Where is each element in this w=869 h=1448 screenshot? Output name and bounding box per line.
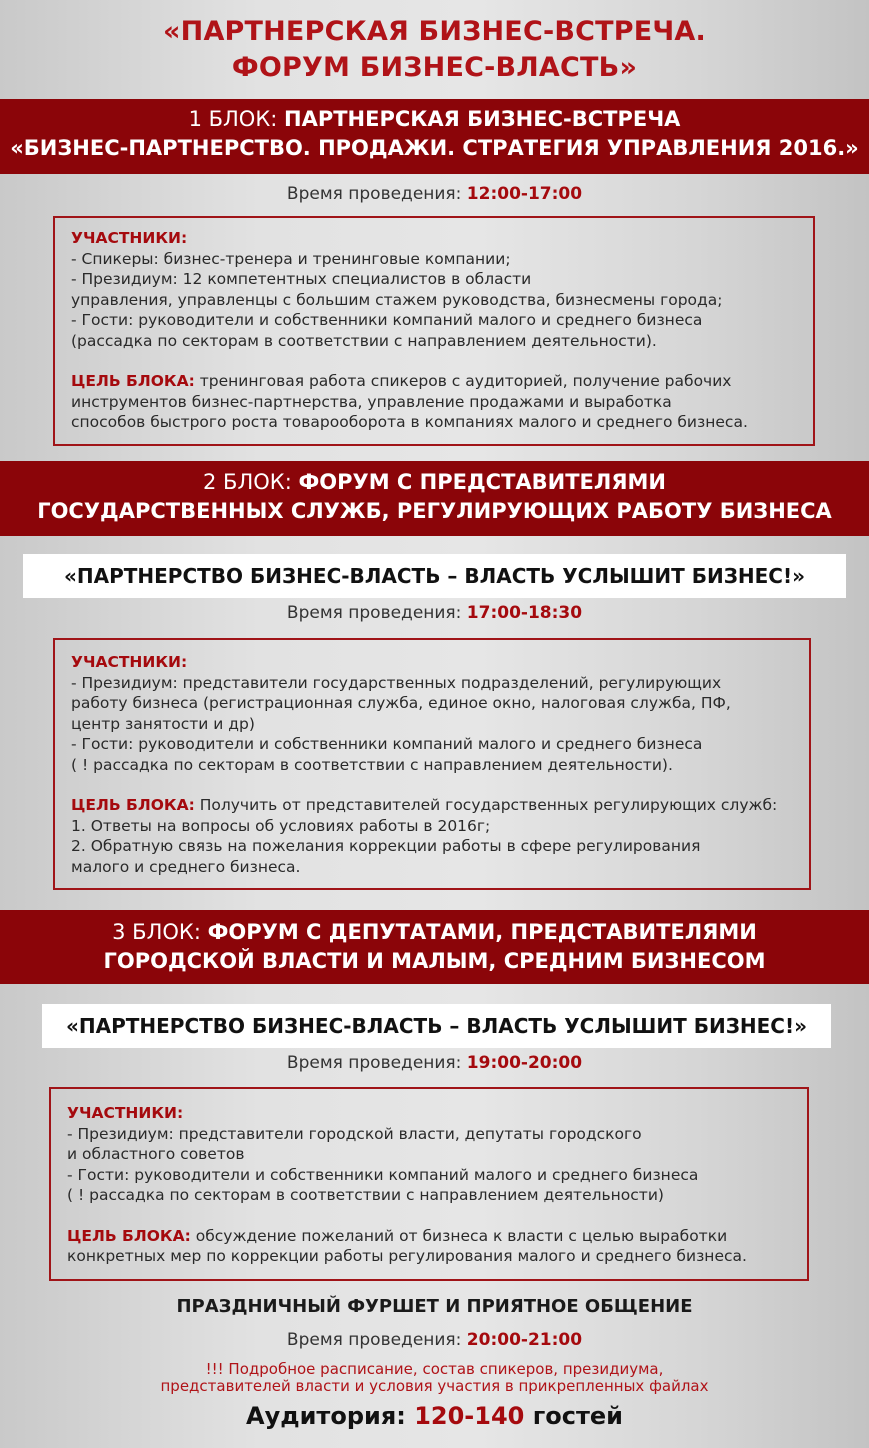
block3-prefix: 3 БЛОК:	[112, 920, 201, 944]
block2-goal-rest: 1. Ответы на вопросы об условиях работы в 2016г; 2. Обратную связь на пожелания коррекции работы в сфере регулирования малого и среднего бизнеса.	[71, 816, 701, 876]
audience-label: Аудитория:	[246, 1402, 406, 1430]
block1-goal-rest: инструментов бизнес-партнерства, управление продажами и выработка способов быстрого роста товарооборота в компаниях малого и среднего бизнеса.	[71, 392, 748, 431]
block1-details	[53, 216, 815, 446]
attachment-note-line2: представителей власти и условия участия в прикрепленных файлах	[160, 1377, 709, 1395]
block1-title-line1: ПАРТНЕРСКАЯ БИЗНЕС-ВСТРЕЧА	[284, 107, 681, 131]
block2-title-line2: ГОСУДАРСТВЕННЫХ СЛУЖБ, РЕГУЛИРУЮЩИХ РАБОТУ БИЗНЕСА	[37, 499, 832, 523]
time-prefix: Время проведения:	[286, 603, 462, 623]
block3-slogan-banner: «ПАРТНЕРСТВО БИЗНЕС-ВЛАСТЬ – ВЛАСТЬ УСЛЫШИТ БИЗНЕС!»	[42, 1004, 831, 1048]
block3-header	[0, 910, 869, 984]
block3-time	[0, 1053, 869, 1073]
block1-header	[0, 99, 869, 174]
block2-time	[0, 603, 869, 623]
block1-participants: - Спикеры: бизнес-тренера и тренинговые компании; - Президиум: 12 компетентных специалистов в области управления, управленцы с большим стажем руководства, бизнесмены города; - Гости: руководители и собственники компаний малого и среднего бизнеса (рассадка по секторам в соответствии с направлением деятельности).	[71, 249, 723, 350]
block2-title-line1: ФОРУМ С ПРЕДСТАВИТЕЛЯМИ	[298, 470, 666, 494]
time-prefix: Время проведения:	[286, 184, 462, 204]
attachment-note	[0, 1361, 869, 1395]
block1-goal-first: тренинговая работа спикеров с аудиторией, получение рабочих	[194, 372, 732, 390]
audience-unit: гостей	[532, 1402, 623, 1430]
block2-participants-label: УЧАСТНИКИ:	[71, 653, 188, 671]
block3-participants-label: УЧАСТНИКИ:	[67, 1104, 184, 1122]
block2-slogan-banner: «ПАРТНЕРСТВО БИЗНЕС-ВЛАСТЬ – ВЛАСТЬ УСЛЫШИТ БИЗНЕС!»	[23, 554, 846, 598]
block1-prefix: 1 БЛОК:	[188, 107, 278, 131]
block3-time-value: 19:00-20:00	[466, 1053, 583, 1073]
block1-goal-label: ЦЕЛЬ БЛОКА:	[71, 372, 195, 390]
audience-count: 120-140	[414, 1402, 525, 1430]
page-title-line2: ФОРУМ БИЗНЕС-ВЛАСТЬ»	[231, 52, 638, 83]
audience-line	[0, 1402, 869, 1430]
block3-participants: - Президиум: представители городской власти, депутаты городского и областного советов - Гости: руководители и собственники компаний малого и среднего бизнеса ( ! рассадка по секторам в соответствии с направлением деятельности)	[67, 1124, 699, 1204]
time-prefix: Время проведения:	[286, 1330, 462, 1350]
block1-participants-label: УЧАСТНИКИ:	[71, 229, 188, 247]
attachment-note-line1: !!! Подробное расписание, состав спикеров, президиума,	[205, 1360, 664, 1378]
block3-goal-first: обсуждение пожеланий от бизнеса к власти с целью выработки	[190, 1226, 728, 1245]
page-title-line1: «ПАРТНЕРСКАЯ БИЗНЕС-ВСТРЕЧА.	[163, 16, 706, 47]
block2-goal-first: Получить от представителей государственных регулирующих служб:	[194, 796, 778, 814]
block2-time-value: 17:00-18:30	[466, 603, 583, 623]
block1-title-line2: «БИЗНЕС-ПАРТНЕРСТВО. ПРОДАЖИ. СТРАТЕГИЯ УПРАВЛЕНИЯ 2016.»	[10, 136, 859, 160]
buffet-time	[0, 1330, 869, 1350]
block2-prefix: 2 БЛОК:	[203, 470, 292, 494]
time-prefix: Время проведения:	[286, 1053, 462, 1073]
block3-title-line1: ФОРУМ С ДЕПУТАТАМИ, ПРЕДСТАВИТЕЛЯМИ	[207, 920, 757, 944]
block1-time	[0, 184, 869, 204]
block2-participants: - Президиум: представители государственных подразделений, регулирующих работу бизнеса (регистрационная служба, единое окно, налоговая служба, ПФ, центр занятости и др) - Гости: руководители и собственники компаний малого и среднего бизнеса ( ! рассадка по секторам в соответствии с направлением деятельности).	[71, 673, 731, 774]
buffet-time-value: 20:00-21:00	[466, 1330, 583, 1350]
block3-goal-rest: конкретных мер по коррекции работы регулирования малого и среднего бизнеса.	[67, 1247, 747, 1265]
buffet-title: ПРАЗДНИЧНЫЙ ФУРШЕТ И ПРИЯТНОЕ ОБЩЕНИЕ	[176, 1296, 693, 1317]
page-title	[0, 14, 869, 86]
block3-goal-label: ЦЕЛЬ БЛОКА:	[67, 1226, 191, 1245]
block3-title-line2: ГОРОДСКОЙ ВЛАСТИ И МАЛЫМ, СРЕДНИМ БИЗНЕСОМ	[103, 949, 766, 973]
block2-goal-label: ЦЕЛЬ БЛОКА:	[71, 796, 195, 814]
block2-details	[53, 638, 811, 890]
block1-time-value: 12:00-17:00	[466, 184, 583, 204]
block3-details	[49, 1087, 809, 1281]
block2-header	[0, 461, 869, 536]
